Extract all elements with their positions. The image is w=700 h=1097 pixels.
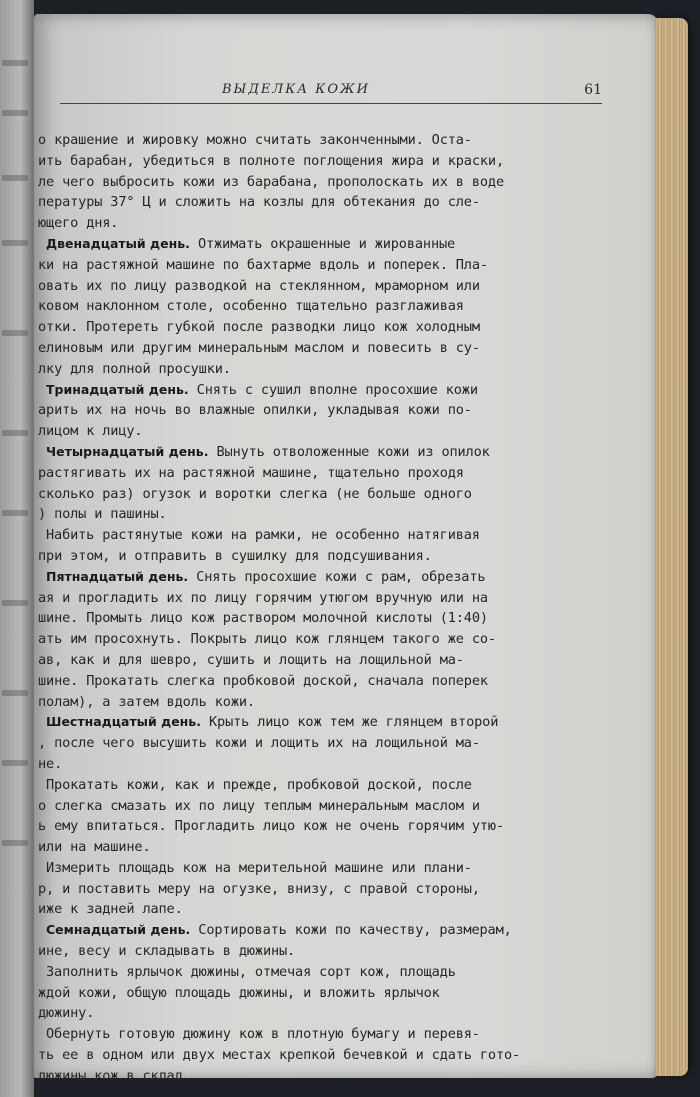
text-line <box>38 879 606 900</box>
text-line <box>38 899 606 920</box>
line-text: ине, весу и складывать в дюжины. <box>38 943 296 960</box>
line-text: арить их на ночь во влажные опилки, укладывая кожи по- <box>38 402 472 419</box>
day-heading: Двенадцатый день. <box>46 235 190 251</box>
text-line <box>38 151 606 172</box>
text-line <box>38 962 606 983</box>
line-text: ить барабан, убедиться в полноте поглощения жира и краски, <box>38 152 504 169</box>
text-line <box>38 983 606 1004</box>
text-line <box>38 525 606 546</box>
line-text: ь ему впитаться. Прогладить лицо кож не очень горячим утю- <box>38 818 504 835</box>
adjacent-left-page-edge <box>0 0 34 1097</box>
text-line <box>38 754 606 775</box>
line-text: о крашение и жировку можно считать законченными. Оста- <box>38 132 472 148</box>
day-heading: Шестнадцатый день. <box>46 714 201 730</box>
text-line <box>38 317 606 338</box>
text-line <box>38 567 606 588</box>
line-text: дюжины кож в склад. <box>38 1067 191 1084</box>
text-line <box>38 463 606 484</box>
text-line <box>38 546 606 567</box>
line-text: сколько раз) огузок и воротки слегка (не больше одного <box>38 485 472 502</box>
line-text: ть ее в одном или двух местах крепкой бечевкой и сдать гото- <box>38 1047 521 1064</box>
line-text: при этом, и отправить в сушилку для подсушивания. <box>38 547 432 564</box>
day-heading: Тринадцатый день. <box>46 381 189 397</box>
line-text: пературы 37° Ц и сложить на козлы для обтекания до сле- <box>38 194 480 211</box>
line-text: ать им просохнуть. Покрыть лицо кож глянцем такого же со- <box>38 631 496 648</box>
text-line <box>38 733 606 754</box>
text-line <box>38 1045 606 1066</box>
line-text: шине. Прокатать слегка пробковой доской, сначала поперек <box>38 672 488 689</box>
text-line <box>38 1003 606 1024</box>
day-heading: Четырнадцатый день. <box>46 443 209 459</box>
text-line <box>38 400 606 421</box>
text-line <box>38 712 606 733</box>
text-line <box>38 941 606 962</box>
day-heading: Семнадцатый день. <box>46 922 191 938</box>
page-block-edge <box>656 18 688 1076</box>
line-text: растягивать их на растяжной машине, тщательно проходя <box>38 464 464 481</box>
text-line <box>38 192 606 213</box>
line-text: ки на растяжной машине по бахтарме вдоль и поперек. Пла- <box>38 256 488 273</box>
line-text: Снять с сушил вполне просохшие кожи <box>188 381 478 398</box>
line-text: не. <box>38 755 63 772</box>
line-text: елиновым или другим минеральным маслом и повесить в су- <box>38 339 480 356</box>
line-text: Обернуть готовую дюжину кож в плотную бумагу и перевя- <box>46 1026 480 1043</box>
text-line <box>38 796 606 817</box>
page-header <box>222 82 602 104</box>
text-line <box>38 692 606 713</box>
line-text: Измерить площадь кож на мерительной машине или плани- <box>46 859 472 876</box>
line-text: Прокатать кожи, как и прежде, пробковой доской, после <box>46 776 472 793</box>
line-text: ая и прогладить их по лицу горячим утюгом вручную или на <box>38 589 488 606</box>
line-text: полам), а затем вдоль кожи. <box>38 693 255 710</box>
text-line <box>38 213 606 234</box>
text-line <box>38 442 606 463</box>
text-line <box>38 816 606 837</box>
text-line <box>38 608 606 629</box>
line-text: Заполнить ярлычок дюжины, отмечая сорт кож, площадь <box>46 963 456 980</box>
line-text: Сортировать кожи по качеству, размерам, <box>190 922 512 939</box>
text-line <box>38 1066 606 1087</box>
line-text: Набить растянутые кожи на рамки, не особенно натягивая <box>46 527 480 544</box>
text-line <box>38 296 606 317</box>
line-text: лку для полной просушки. <box>38 360 231 377</box>
text-line <box>38 172 606 193</box>
text-line <box>38 504 606 525</box>
line-text: ав, как и для шевро, сушить и лощить на лощильной ма- <box>38 651 464 668</box>
line-text: ждой кожи, общую площадь дюжины, и вложить ярлычок <box>38 984 440 1001</box>
line-text: , после чего высушить кожи и лощить их на лощильной ма- <box>38 735 480 752</box>
line-text: отки. Протереть губкой после разводки лицо кож холодным <box>38 319 480 336</box>
line-text: Снять просохшие кожи с рам, обрезать <box>188 568 486 585</box>
page-number: 61 <box>584 82 602 98</box>
running-title: ВЫДЕЛКА КОЖИ <box>222 82 370 97</box>
line-text: или на машине. <box>38 839 151 856</box>
text-line <box>38 380 606 401</box>
line-text: дюжину. <box>38 1005 95 1022</box>
line-text: шине. Промыть лицо кож раствором молочной кислоты (1:40) <box>38 610 488 627</box>
text-line <box>38 484 606 505</box>
line-text: лицом к лицу. <box>38 423 143 440</box>
text-line <box>38 858 606 879</box>
header-rule <box>60 103 602 104</box>
line-text: Отжимать окрашенные и жированные <box>189 235 456 252</box>
line-text: ющего дня. <box>38 215 119 232</box>
text-line <box>38 920 606 941</box>
text-line <box>38 234 606 255</box>
text-line <box>38 650 606 671</box>
text-line <box>38 1024 606 1045</box>
line-text: о слегка смазать их по лицу теплым минеральным маслом и <box>38 797 480 814</box>
text-line <box>38 421 606 442</box>
text-line <box>38 255 606 276</box>
text-line <box>38 130 606 151</box>
line-text: ле чего выбросить кожи из барабана, прополоскать их в воде <box>38 173 504 190</box>
line-text: иже к задней лапе. <box>38 901 183 918</box>
text-line <box>38 588 606 609</box>
line-text: р, и поставить меру на огузке, внизу, с правой стороны, <box>38 880 480 897</box>
line-text: овать их по лицу разводкой на стеклянном, мраморном или <box>38 277 480 294</box>
body-text <box>38 130 606 1087</box>
line-text: Вынуть отволоженные кожи из опилок <box>208 443 490 460</box>
text-line <box>38 775 606 796</box>
text-line <box>38 629 606 650</box>
text-line <box>38 276 606 297</box>
text-line <box>38 837 606 858</box>
text-line <box>38 338 606 359</box>
text-line <box>38 359 606 380</box>
text-line <box>38 671 606 692</box>
day-heading: Пятнадцатый день. <box>46 568 189 584</box>
line-text: ) полы и пашины. <box>38 506 167 523</box>
line-text: Крыть лицо кож тем же глянцем второй <box>200 714 499 731</box>
line-text: ковом наклонном столе, особенно тщательно разглаживая <box>38 298 464 315</box>
